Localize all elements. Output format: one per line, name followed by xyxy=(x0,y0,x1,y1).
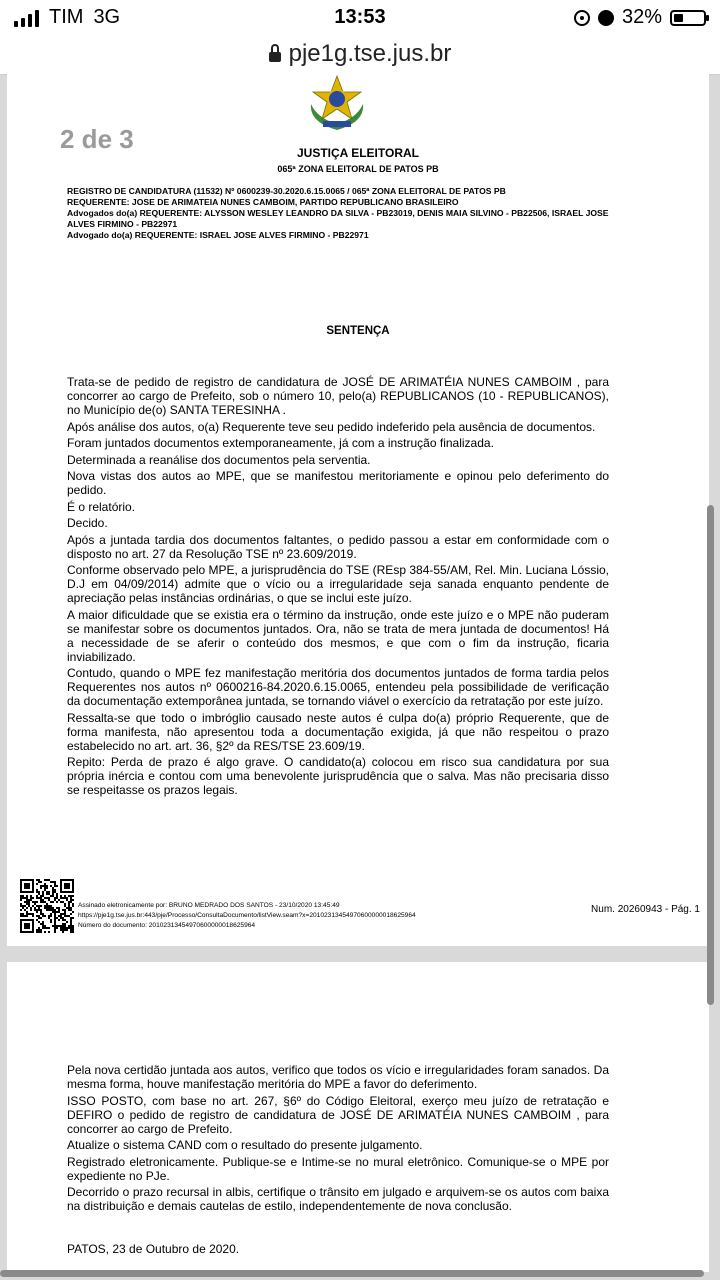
page-counter: 2 de 3 xyxy=(60,124,134,154)
section-heading: SENTENÇA xyxy=(326,325,390,337)
paragraph: É o relatório. xyxy=(67,499,136,514)
document-number: Número do documento: 20102313454970600000018625964 xyxy=(78,922,256,929)
paragraph: Atualize o sistema CAND com o resultado do presente julgamento. xyxy=(67,1138,423,1152)
paragraph: Foram juntados documentos extemporaneamente, já com a instrução finalizada. xyxy=(67,436,494,450)
status-bar xyxy=(0,0,720,34)
brasao-emblem-icon xyxy=(305,74,369,132)
paragraph: Após análise dos autos, o(a) Requerente teve seu pedido indeferido pela ausência de documentos. xyxy=(67,419,596,434)
rotation-lock-icon xyxy=(574,10,590,26)
paragraph: Decido. xyxy=(67,516,108,530)
paragraph: Conforme observado pelo MPE, a jurisprudência do TSE (REsp 384-55/AM, Rel. Min. Luciana Lóssio, D.J em 04/09/2014) admite que o vício ou a irregularidade seja sanada enquanto pendente de apreciação pelas instâncias ordinárias, o que se inclui este juízo. xyxy=(67,563,609,605)
paragraph: Decorrido o prazo recursal in albis, certifique o trânsito em julgado e arquivem-se os autos com baixa na distribuição e demais cautelas de estilo, independentemente de nova conclusão. xyxy=(67,1185,609,1213)
document-page-1 xyxy=(7,74,709,946)
meta-line: Advogado do(a) REQUERENTE: ISRAEL JOSE ALVES FIRMINO - PB22971 xyxy=(67,230,369,240)
document-body-page-2 xyxy=(67,1063,609,1216)
paragraph: Determinada a reanálise dos documentos pela serventia. xyxy=(67,452,371,467)
alarm-icon xyxy=(598,10,614,26)
clock: 13:53 xyxy=(334,6,386,28)
address-bar[interactable] xyxy=(0,34,720,75)
paragraph: Ressalta-se que todo o imbróglio causado neste autos é culpa do(a) próprio Requerente, que de forma manifesta, não apresentou toda a documentação exigida, já que não respeitou o prazo estabelecido no art. art. 36, §2º da RES/TSE 23.609/19. xyxy=(67,710,609,753)
document-body-page-1 xyxy=(67,375,609,800)
paragraph: Contudo, quando o MPE fez manifestação meritória dos documentos juntados de forma tardia pelos Requerentes nos autos nº 0600216-84.2020.6.15.0065, entendeu pela possibilidade de verificação da documentação extemporânea juntada, se tornando viável o exercício da retratação por este juízo. xyxy=(67,666,609,708)
paragraph: Pela nova certidão juntada aos autos, verifico que todos os vício e irregularidades foram sanados. Da mesma forma, houve manifestação meritória do MPE a favor do deferimento. xyxy=(67,1063,609,1091)
paragraph: A maior dificuldade que se existia era o término da instrução, onde este juízo e o MPE não puderam se manifestar sobre os documentos juntados. Ora, não se trata de mera juntada de documentos! Há a necessidade de se aferir o conteúdo dos mesmos, e que com o fim da instrução, ficaria inviabilizado. xyxy=(67,607,609,664)
battery-percent: 32% xyxy=(621,6,662,28)
lock-icon xyxy=(269,52,281,62)
signature-footer xyxy=(20,879,700,935)
court-title: JUSTIÇA ELEITORAL xyxy=(296,146,419,160)
carrier-label: TIM xyxy=(49,6,84,28)
paragraph: Registrado eletronicamente. Publique-se e Intime-se no mural eletrônico. Comunique-se o MPE por expediente no PJe. xyxy=(67,1154,609,1183)
document-page-2 xyxy=(7,962,709,1272)
zone-title: 065ª ZONA ELEITORAL DE PATOS PB xyxy=(277,164,439,174)
case-metadata xyxy=(67,186,627,241)
vertical-scrollbar[interactable] xyxy=(707,505,714,1005)
dateline: PATOS, 23 de Outubro de 2020. xyxy=(67,1242,240,1256)
signed-by-text: Assinado eletronicamente por: BRUNO MEDRADO DOS SANTOS - 23/10/2020 13:45:49 xyxy=(78,902,340,909)
qr-code-icon xyxy=(20,879,74,933)
network-label: 3G xyxy=(93,6,121,28)
meta-line: REQUERENTE: JOSE DE ARIMATEIA NUNES CAMBOIM, PARTIDO REPUBLICANO BRASILEIRO xyxy=(67,197,459,207)
document-link[interactable]: https://pje1g.tse.jus.br:443/pje/Processo/ConsultaDocumento/listView.seam?x=20102313454970600000018625964 xyxy=(78,912,416,919)
page-reference: Num. 20260943 - Pág. 1 xyxy=(591,904,700,915)
battery-icon xyxy=(670,10,706,26)
paragraph: Após a juntada tardia dos documentos faltantes, o pedido passou a estar em conformidade com o disposto no art. 27 da Resolução TSE nº 23.609/2019. xyxy=(67,532,609,561)
paragraph: ISSO POSTO, com base no art. 267, §6º do Código Eleitoral, exerço meu juízo de retratação e DEFIRO o pedido de registro de candidatura de JOSÉ DE ARIMATÉIA NUNES CAMBOIM , para concorrer ao cargo de Prefeito. xyxy=(67,1093,609,1136)
status-right xyxy=(574,6,706,29)
meta-line: Advogados do(a) REQUERENTE: ALYSSON WESLEY LEANDRO DA SILVA - PB23019, DENIS MAIA SILVINO - PB22506, ISRAEL JOSE ALVES FIRMINO - PB22971 xyxy=(67,208,609,229)
paragraph: Repito: Perda de prazo é algo grave. O candidato(a) colocou em risco sua candidatura por sua própria inércia e contou com uma benevolente jurisprudência que o salva. Mas não precisaria disso se respeitasse os prazos legais. xyxy=(67,755,609,797)
horizontal-scrollbar[interactable] xyxy=(0,1270,704,1277)
url-text[interactable]: pje1g.tse.jus.br xyxy=(288,40,452,67)
paragraph: Trata-se de pedido de registro de candidatura de JOSÉ DE ARIMATÉIA NUNES CAMBOIM , para concorrer ao cargo de Prefeito, sob o número 10, pelo(a) REPUBLICANOS (10 - REPUBLICANOS), no Município de(o) SANTA TERESINHA . xyxy=(67,375,609,417)
signature-info xyxy=(78,901,416,931)
paragraph: Nova vistas dos autos ao MPE, que se manifestou meritoriamente e opinou pelo deferimento do pedido. xyxy=(67,469,609,497)
meta-line: REGISTRO DE CANDIDATURA (11532) Nº 0600239-30.2020.6.15.0065 / 065ª ZONA ELEITORAL DE PATOS PB xyxy=(67,186,506,196)
